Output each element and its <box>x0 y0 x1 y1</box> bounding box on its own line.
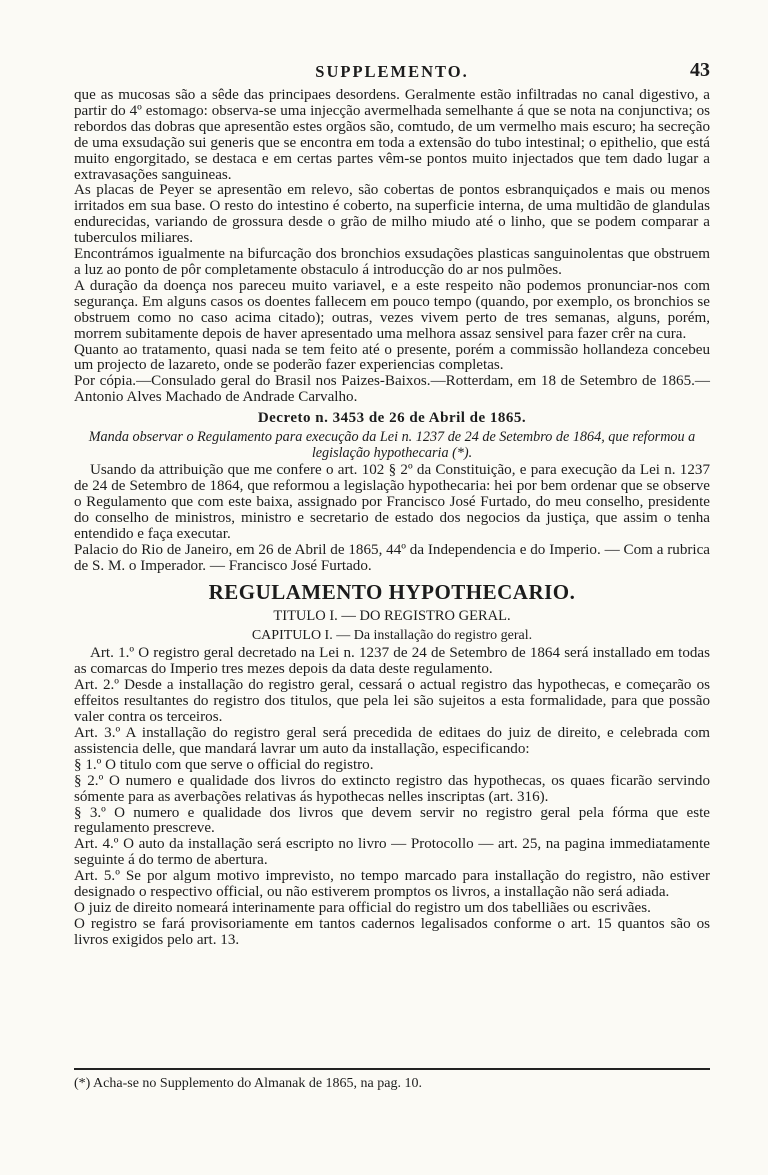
article-paragraph: § 1.º O titulo com que serve o official do registro. <box>74 756 374 773</box>
paragraph: Quanto ao tratamento, quasi nada se tem feito até o presente, porém a commissão hollandeza concebeu um projecto de lazareto, onde se poderão fazer experiencias completas. <box>74 341 710 374</box>
regulation-title: REGULAMENTO HYPOTHECARIO. <box>208 580 576 605</box>
article: Art. 2.º Desde a installação do registro geral, cessará o actual registro das hypothecas, e começarão os effeitos resultantes do registro dos titulos, que pela lei são sujeitos a esta formalidade, para que possão valer contra os terceiros. <box>74 677 710 726</box>
decree-closing: Palacio do Rio de Janeiro, em 26 de Abril de 1865, 44º da Independencia e do Imperio. — Com a rubrica de S. M. o Imperador. — Francisco José Furtado. <box>74 541 710 574</box>
article: Art. 4.º O auto da installação será escripto no livro — Protocollo — art. 25, na pagina immediatamente seguinte á do termo de abertura. <box>74 836 710 869</box>
article: Art. 1.º O registro geral decretado na Lei n. 1237 de 24 de Setembro de 1864 será installado em todas as comarcas do Imperio tres mezes depois da data deste regulamento. <box>74 645 710 678</box>
decree-heading: Decreto n. 3453 de 26 de Abril de 1865. <box>257 410 527 427</box>
article-paragraph: O juiz de direito nomeará interinamente para official do registro um dos tabelliães ou escrivães. <box>74 899 651 916</box>
capitulo-heading: CAPITULO I. — Da installação do registro geral. <box>251 628 533 644</box>
paragraph: que as mucosas são a sêde das principaes desordens. Geralmente estão infiltradas no canal digestivo, a partir do 4º estomago: observa-se uma injecção avermelhada semelhante á que se nota na conjunctiva; os rebordos das dobras que apresentão estes orgãos são, comtudo, de um vermelho mais escuro; ha secreção de uma exsudação sui generis que se encontra em toda a extensão do tubo intestinal; o epithelio, que está muito engorgitado, se destaca e em certas partes vêm-se pontos muito injectados que tem dado lugar a extravasações sanguineas. <box>74 87 710 183</box>
decree-body: Usando da attribuição que me confere o art. 102 § 2º da Constituição, e para execução da Lei n. 1237 de 24 de Setembro de 1864, que reformou a legislação hypothecaria: hei por bem ordenar que se observe o Regulamento que com este baixa, assignado por Francisco José Furtado, do meu conselho, presidente do conselho de ministros, ministro e secretario de estado dos negocios da justiça, que assim o tenha entendido e faça executar. <box>74 462 710 542</box>
running-title: SUPPLEMENTO. <box>315 62 469 81</box>
main-text <box>74 88 710 949</box>
paragraph: Encontrámos igualmente na bifurcação dos bronchios exsudações plasticas sanguinolentas que obstruem a luz ao ponto de pôr completamente obstaculo á introducção do ar nos pulmões. <box>74 246 710 278</box>
titulo-heading: TITULO I. — DO REGISTRO GERAL. <box>273 608 511 625</box>
article-paragraph: § 3.º O numero e qualidade dos livros que devem servir no registro geral pela fórma que este regulamento prescreve. <box>74 804 710 837</box>
page-number: 43 <box>690 59 710 81</box>
paragraph: A duração da doença nos pareceu muito variavel, e a este respeito não podemos pronunciar-nos com segurança. Em alguns casos os doentes fallecem em pouco tempo (quando, por exemplo, os bronchios se obstruem como no caso acima citado); outras, vezes vivem perto de tres semanas, alguns, porém, morrem subitamente depois de haver apresentado uma melhora assaz sensivel para fazer crêr na cura. <box>74 277 710 342</box>
article: Art. 5.º Se por algum motivo imprevisto, no tempo marcado para installação do registro, não estiver designado o respectivo official, ou não estiverem promptos os livros, a installação não será adiada. <box>74 868 710 901</box>
article-paragraph: O registro se fará provisoriamente em tantos cadernos legalisados conforme o art. 15 quantos são os livros exigidos pelo art. 13. <box>74 915 710 948</box>
footnote: (*) Acha-se no Supplemento do Almanak de 1865, na pag. 10. <box>74 1068 710 1092</box>
article-paragraph: § 2.º O numero e qualidade dos livros do extincto registro das hypothecas, os quaes ficarão servindo sómente para as averbações relativas ás hypothecas nelles inscriptas (art. 316). <box>74 772 710 805</box>
page-header <box>74 59 710 86</box>
paragraph: As placas de Peyer se apresentão em relevo, são cobertas de pontos esbranquiçados e mais ou menos irritados em sua base. O resto do intestino é coberto, na superficie interna, de uma multidão de glandulas endurecidas, variando de grossura desde o grão de milho miudo até o linho, que se podem comparar a tuberculos miliares. <box>74 182 710 247</box>
decree-summary: Manda observar o Regulamento para execução da Lei n. 1237 de 24 de Setembro de 1864, que reformou a legislação hypothecaria (*). <box>88 429 696 462</box>
article: Art. 3.º A installação do registro geral será precedida de editaes do juiz de direito, e celebrada com assistencia delle, que mandará lavrar um auto da installação, especificando: <box>74 725 710 757</box>
signature-paragraph: Por cópia.—Consulado geral do Brasil nos Paizes-Baixos.—Rotterdam, em 18 de Setembro de 1865.—Antonio Alves Machado de Andrade Carvalho. <box>74 373 710 406</box>
